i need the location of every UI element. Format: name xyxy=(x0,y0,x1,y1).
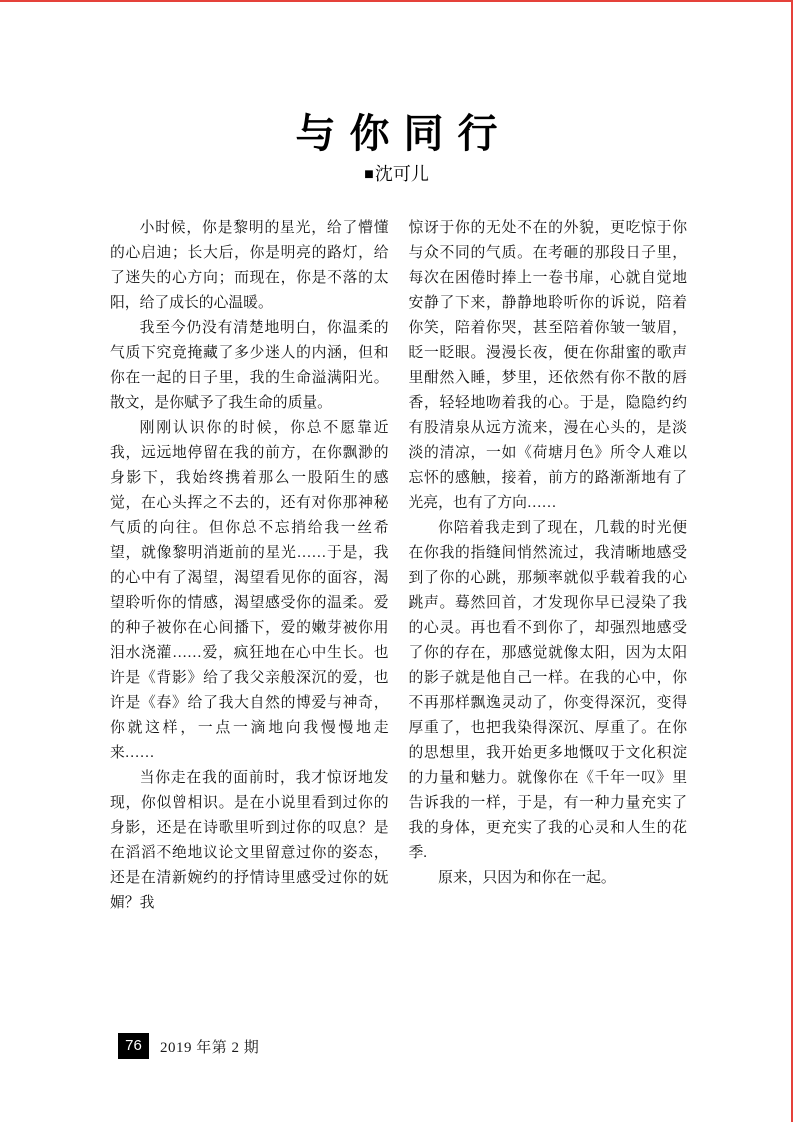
paragraph: 我至今仍没有清楚地明白，你温柔的气质下究竟掩藏了多少迷人的内涵，但和你在一起的日子里，我的生命溢满阳光。散文，是你赋予了我生命的质量。 xyxy=(110,320,389,411)
author-marker-square: ■ xyxy=(364,166,374,183)
paragraph: 刚刚认识你的时候，你总不愿靠近我，远远地停留在我的前方，在你飘渺的身影下，我始终携着那么一股陌生的感觉，在心头挥之不去的，还有对你那神秘气质的向往。但你总不忘捎给我一丝希望，就像黎明消逝前的星光……于是，我的心中有了渴望，渴望看见你的面容，渴望聆听你的情感，渴望感受你的温柔。爱的种子被你在心间播下，爱的嫩芽被你用泪水浇灌……爱，疯狂地在心中生长。也许是《背影》给了我父亲般深沉的爱，也许是《春》给了我大自然的博爱与神奇，你就这样，一点一滴地向我慢慢地走来…… xyxy=(110,420,389,761)
column-left xyxy=(110,216,389,916)
issue-label: 2019 年第 2 期 xyxy=(160,1039,260,1056)
article-title: 与你同行 xyxy=(295,111,512,156)
article-body xyxy=(110,216,687,916)
author-name: 沈可儿 xyxy=(374,164,429,184)
article-byline xyxy=(0,162,793,188)
page-footer xyxy=(118,1033,259,1059)
paragraph-continuation: 惊讶于你的无处不在的外貌，更吃惊于你与众不同的气质。在考砸的那段日子里，每次在困倦时捧上一卷书扉，心就自觉地安静了下来，静静地聆听你的诉说，陪着你笑，陪着你哭，甚至陪着你皱一皱眉，眨一眨眼。漫漫长夜，便在你甜蜜的歌声里酣然入睡，梦里，还依然有你不散的唇香，轻轻地吻着我的心。于是，隐隐约约有股清泉从远方流来，漫在心头的，是淡淡的清凉，一如《荷塘月色》所令人难以忘怀的感触，接着，前方的路渐渐地有了光亮，也有了方向…… xyxy=(408,220,687,511)
paragraph: 小时候，你是黎明的星光，给了懵懂的心启迪；长大后，你是明亮的路灯，给了迷失的心方向；而现在，你是不落的太阳，给了成长的心温暖。 xyxy=(110,220,389,311)
page-number-badge: 76 xyxy=(118,1033,149,1059)
paragraph: 原来，只因为和你在一起。 xyxy=(438,870,616,886)
paragraph: 当你走在我的面前时，我才惊讶地发现，你似曾相识。是在小说里看到过你的身影，还是在诗歌里听到过你的叹息？是在滔滔不绝地议论文里留意过你的姿态，还是在清新婉约的抒情诗里感受过你的妩媚？我 xyxy=(110,770,389,911)
page-edge-line-top xyxy=(0,0,793,2)
paragraph: 你陪着我走到了现在，几载的时光便在你我的指缝间悄然流过，我清晰地感受到了你的心跳，那频率就似乎载着我的心跳声。蓦然回首，才发现你早已浸染了我的心灵。再也看不到你了，却强烈地感受了你的存在，那感觉就像太阳，因为太阳的影子就是他自己一样。在我的心中，你不再那样飘逸灵动了，你变得深沉，变得厚重了，也把我染得深沉、厚重了。在你的思想里，我开始更多地慨叹于文化积淀的力量和魅力。就像你在《千年一叹》里告诉我的一样，于是，有一种力量充实了我的身体，更充实了我的心灵和人生的花季. xyxy=(408,520,687,861)
column-right xyxy=(409,216,688,916)
